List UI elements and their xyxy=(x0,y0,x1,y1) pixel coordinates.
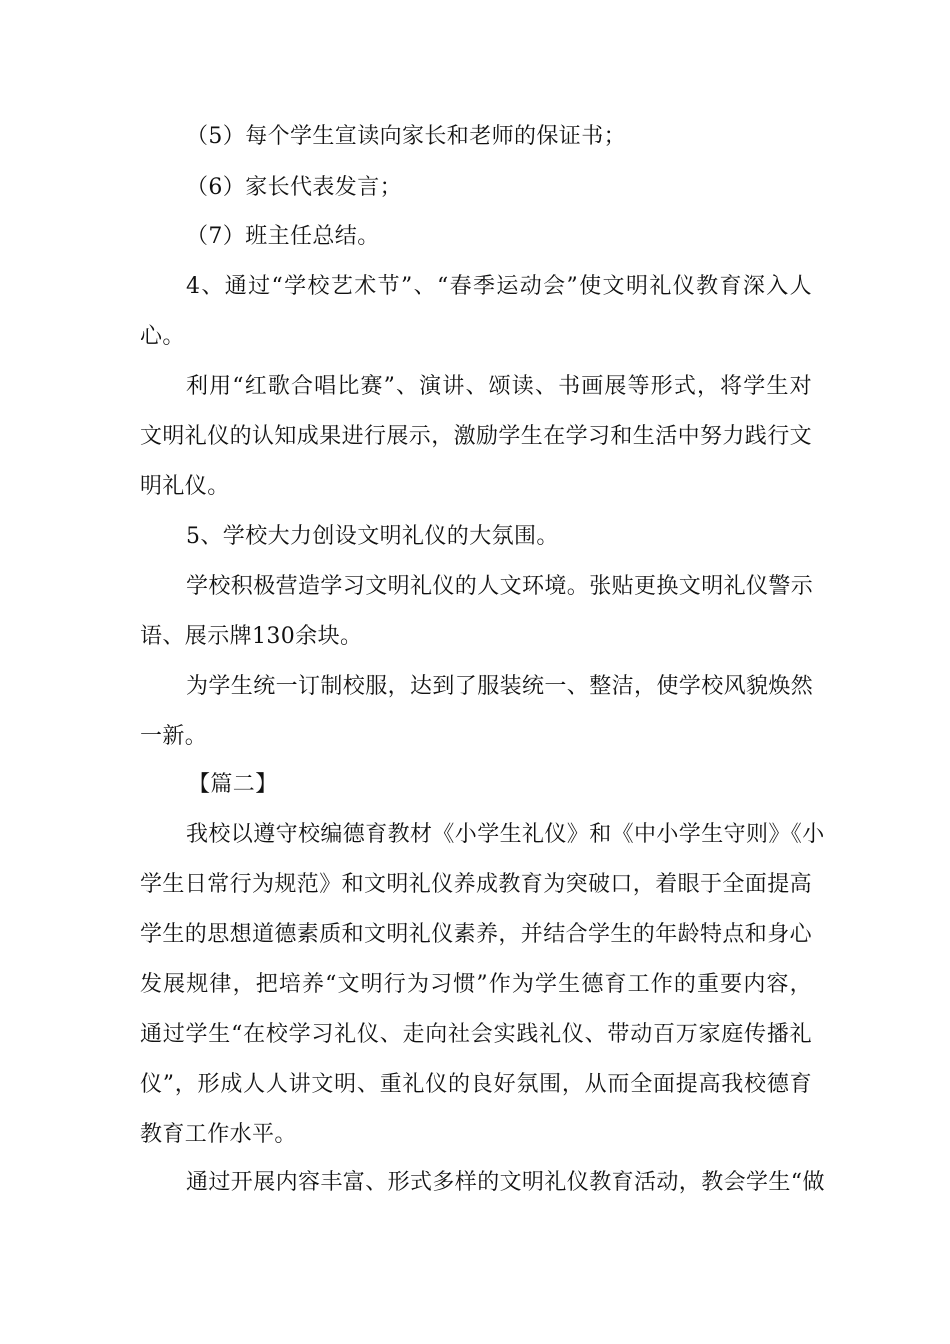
paragraph-line: 语、展示牌130余块。 xyxy=(140,624,363,649)
paragraph-line: 我校以遵守校编德育教材《小学生礼仪》和《中小学生守则》《小 xyxy=(186,822,825,847)
paragraph-line: 利用“红歌合唱比赛”、演讲、颂读、书画展等形式，将学生对 xyxy=(186,374,812,399)
list-item-5: （5）每个学生宣读向家长和老师的保证书； xyxy=(186,124,626,149)
paragraph-line: 为学生统一订制校服，达到了服装统一、整洁，使学校风貌焕然 xyxy=(186,674,814,699)
paragraph-line: 通过开展内容丰富、形式多样的文明礼仪教育活动，教会学生“做 xyxy=(186,1170,825,1195)
list-item-7: （7）班主任总结。 xyxy=(186,224,380,249)
paragraph-line: 学校积极营造学习文明礼仪的人文环境。张贴更换文明礼仪警示 xyxy=(186,574,814,599)
paragraph-line: 通过学生“在校学习礼仪、走向社会实践礼仪、带动百万家庭传播礼 xyxy=(140,1022,812,1047)
paragraph-line: 仪”，形成人人讲文明、重礼仪的良好氛围，从而全面提高我校德育 xyxy=(140,1072,812,1097)
list-item-6: （6）家长代表发言； xyxy=(186,175,402,200)
section-5-heading: 5、学校大力创设文明礼仪的大氛围。 xyxy=(186,524,559,549)
section-4-heading-line-2: 心。 xyxy=(140,324,185,349)
paragraph-line: 学生的思想道德素质和文明礼仪素养，并结合学生的年龄特点和身心 xyxy=(140,922,813,947)
paragraph-line: 明礼仪。 xyxy=(140,474,230,499)
chapter-heading: 【篇二】 xyxy=(188,772,278,797)
paragraph-line: 文明礼仪的认知成果进行展示，激励学生在学习和生活中努力践行文 xyxy=(140,424,813,449)
paragraph-line: 发展规律，把培养“文明行为习惯”作为学生德育工作的重要内容， xyxy=(140,972,812,997)
section-4-heading-line-1: 4、通过“学校艺术节”、“春季运动会”使文明礼仪教育深入人 xyxy=(186,274,812,299)
paragraph-line: 一新。 xyxy=(140,724,208,749)
paragraph-line: 教育工作水平。 xyxy=(140,1122,297,1147)
paragraph-line: 学生日常行为规范》和文明礼仪养成教育为突破口，着眼于全面提高 xyxy=(140,872,813,897)
